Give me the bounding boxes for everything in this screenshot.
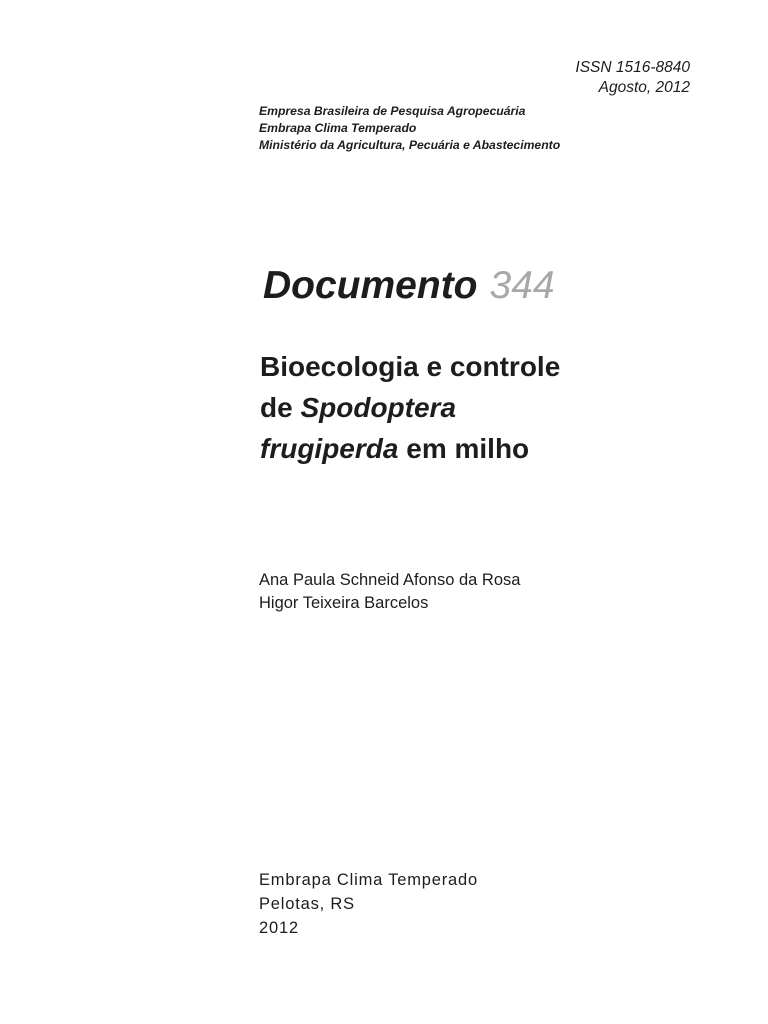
publisher-location: Pelotas, RS [259, 895, 355, 913]
author-2: Higor Teixeira Barcelos [259, 594, 429, 612]
title-line-3-suffix: em milho [398, 433, 530, 464]
document-series-label: Documento [263, 264, 478, 307]
organization-list [259, 103, 560, 154]
publisher-block [259, 868, 478, 940]
title-species-epithet: frugiperda [260, 433, 399, 464]
document-series-number: 344 [489, 264, 555, 307]
organization-ministerio: Ministério da Agricultura, Pecuária e Abastecimento [259, 138, 561, 152]
document-title [260, 346, 560, 469]
title-species-genus: Spodoptera [300, 392, 457, 423]
title-line-2-prefix: de [260, 392, 301, 423]
organization-embrapa: Empresa Brasileira de Pesquisa Agropecuária [259, 104, 526, 118]
organization-clima-temperado: Embrapa Clima Temperado [259, 121, 417, 135]
title-line-2 [260, 387, 560, 428]
author-list [259, 569, 520, 615]
document-series-heading [263, 262, 555, 310]
title-line-3 [260, 428, 560, 469]
title-line-1: Bioecologia e controle [260, 351, 561, 382]
publication-year: 2012 [259, 919, 299, 937]
publisher-name: Embrapa Clima Temperado [259, 871, 478, 889]
author-1: Ana Paula Schneid Afonso da Rosa [259, 571, 521, 589]
issn-number: ISSN 1516-8840 [575, 59, 690, 76]
publication-date: Agosto, 2012 [598, 79, 690, 96]
issn-date-block [575, 58, 690, 98]
